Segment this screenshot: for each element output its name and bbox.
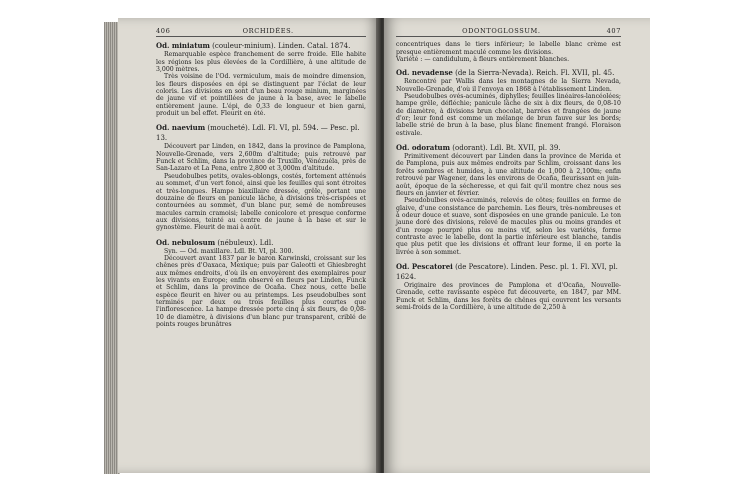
entry-paragraph: Pseudobulbes petits, ovales-oblongs, costés, fortement atténués au sommet, d'un vert foncé, ainsi que les feuilles qui sont étroites et très-longues. Hampe biaxillaire dressée, grêle, portant une douzaine de fleurs en panicule lâche, à divisions très-crispées et contournées au sommet, d'un blanc pur, semé de nombreuses macules carmin cramoisi; labelle conicolore et presque conforme aux divisions, teinté au centre de jaune à la base et sur le gynostème. Fleurit de mai à août.	[156, 172, 366, 232]
species-entry	[156, 238, 366, 329]
entry-paragraph: Primitivement découvert par Linden dans la province de Merida et de Pamplona, puis aux mêmes endroits par Schlim, croissant dans les forêts sombres et humides, à une altitude de 1,000 à 2,100m; enfin retrouvé par Wagener, dans les environs de Ocaña, fleurissant en juin-août, époque de la sécheresse, et qui fait qu'il montre chez nous ses fleurs en janvier et février.	[396, 153, 621, 197]
left-page-heading: ORCHIDÉES.	[242, 27, 294, 35]
continuation-paragraph: Variété : — candidulum, à fleurs entièrement blanches.	[396, 56, 570, 64]
species-heading	[156, 123, 366, 143]
entry-paragraph: Remarquable espèce franchement de serre froide. Elle habite les régions les plus élevées de la Cordillière, à une altitude de 3,000 mètres.	[156, 51, 366, 74]
left-entries	[156, 41, 366, 328]
species-heading	[156, 41, 366, 51]
right-page-content	[396, 28, 621, 317]
entry-paragraph: Originaire des provinces de Pamplona et d'Ocaña, Nouvelle-Grenade, cette ravissante espèce fut découverte, en 1847, par MM. Funck et Schlim, dans les forêts de chênes qui couvrent les versants semi-froids de la Cordillière, à une altitude de 2,250 à	[396, 281, 621, 311]
species-heading	[396, 68, 621, 78]
species-entry	[156, 123, 366, 231]
left-page-content	[156, 28, 366, 334]
right-entries	[396, 68, 621, 311]
left-running-head	[156, 28, 366, 37]
left-page	[118, 18, 380, 473]
open-book	[118, 18, 650, 473]
species-name: Od. nevadense	[396, 68, 453, 78]
entry-paragraph: Pseudobulbes ovés-acuminés, diphylles; feuilles linéaires-lancéolées; hampe grêle, défléchie; panicule lâche de six à dix fleurs, de 0,08-10 de diamètre, à divisions brun chocolat, barrées et frangées de jaune d'or; leur fond est comme un mélange de brun fauve sur les bords; labelle strié de brun à la base, plus blanc finement frangé. Floraison estivale.	[396, 93, 621, 137]
entry-paragraph: Très voisine de l'Od. vermiculum, mais de moindre dimension, les fleurs disposées en épi se distinguent par l'éclat de leur coloris. Les divisions en sont d'un beau rouge minium, marginées de jaune vif et pointillées de jaune à la base, avec le labelle entièrement jaune. L'épi, de 0,33 de longueur et bien garni, produit un bel effet. Fleurit en été.	[156, 73, 366, 118]
entry-paragraph: Découvert par Linden, en 1842, dans la province de Pamplona, Nouvelle-Grenade, vers 2,600m d'altitude; puis retrouvé par Funck et Schlim, dans la province de Truxillo, Vénézuéla, près de San-Lazaro et La Pena, entre 2,800 et 3,000m d'altitude.	[156, 143, 366, 173]
entry-paragraph: Pseudobulbes ovés-acuminés, relevés de côtes; feuilles en forme de glaive, d'une consistance de parchemin. Les fleurs, très-nombreuses et à odeur douce et suave, sont disposées en une grande panicule. Le ton jaune doré des divisions, relevé de macules plus ou moins grandes et d'un rouge pourpré plus ou moins vif, selon les variétés, forme contraste avec le labelle, dont la partie inférieure est blanche, tandis que plus petit que les divisions et offrant leur forme, il en porte la livrée à son sommet.	[396, 197, 621, 256]
species-reference: (couleur-minium). Linden. Catal. 1874.	[209, 42, 351, 51]
entry-paragraph: Syn. — Od. maxillare. Ldl. Bt. VI, pl. 300.	[164, 247, 294, 255]
species-entry	[396, 262, 621, 311]
right-running-head	[396, 28, 621, 37]
continuation-paragraph: concentriques dans le tiers inférieur; le labelle blanc crème est presque entièrement maculé comme les divisions.	[396, 41, 621, 56]
species-name: Od. nebulosum	[156, 237, 216, 247]
entry-paragraph: Rencontré par Wallis dans les montagnes de la Sierra Nevada, Nouvelle-Grenade, d'où il l'envoya en 1868 à l'établissement Linden.	[396, 78, 621, 93]
species-heading	[396, 262, 621, 282]
species-reference: (moucheté). Ldl. Fl. VI, pl. 594. — Pesc. pl. 13.	[156, 124, 360, 143]
right-page-number: 407	[606, 27, 621, 35]
species-entry	[156, 41, 366, 117]
species-name: Od. odoratum	[396, 143, 451, 153]
species-reference: (de Pescatore). Linden. Pesc. pl. 1. Fl. XVI, pl. 1624.	[396, 262, 618, 281]
species-reference: (de la Sierra-Nevada). Reich. Fl. XVII, pl. 45.	[452, 69, 615, 78]
species-name: Od. naevium	[156, 123, 206, 133]
right-page	[384, 18, 650, 473]
entry-paragraph: Découvert avant 1837 par le baron Karwinski, croissant sur les chênes près d'Oaxaca, Mexique; puis par Galeotti et Ghiesbreght aux mêmes endroits, d'où ils en envoyèrent des exemplaires pour les vivants en Europe; enfin observé en fleurs par Linden, Funck et Schlim, dans la province de Ocaña. Chez nous, cette belle espèce fleurit en hiver ou au printemps. Les pseudobulbes sont terminés par deux ou trois feuilles plus courtes que l'inflorescence. La hampe dressée porte cinq à six fleurs, de 0,08-10 de diamètre, à divisions d'un blanc pur transparent, criblé de points rouges brunâtres	[156, 254, 366, 328]
species-name: Od. Pescatorei	[396, 261, 453, 271]
species-heading	[156, 238, 366, 248]
right-continuation-text	[396, 41, 621, 68]
species-name: Od. miniatum	[156, 41, 210, 51]
species-entry	[396, 68, 621, 137]
species-heading	[396, 143, 621, 153]
species-entry	[396, 143, 621, 256]
species-reference: (odorant). Ldl. Bt. XVII, pl. 39.	[450, 144, 561, 153]
left-page-number: 406	[156, 27, 171, 35]
right-page-heading: ODONTOGLOSSUM.	[462, 27, 541, 35]
species-reference: (nébuleux). Ldl.	[215, 238, 274, 247]
